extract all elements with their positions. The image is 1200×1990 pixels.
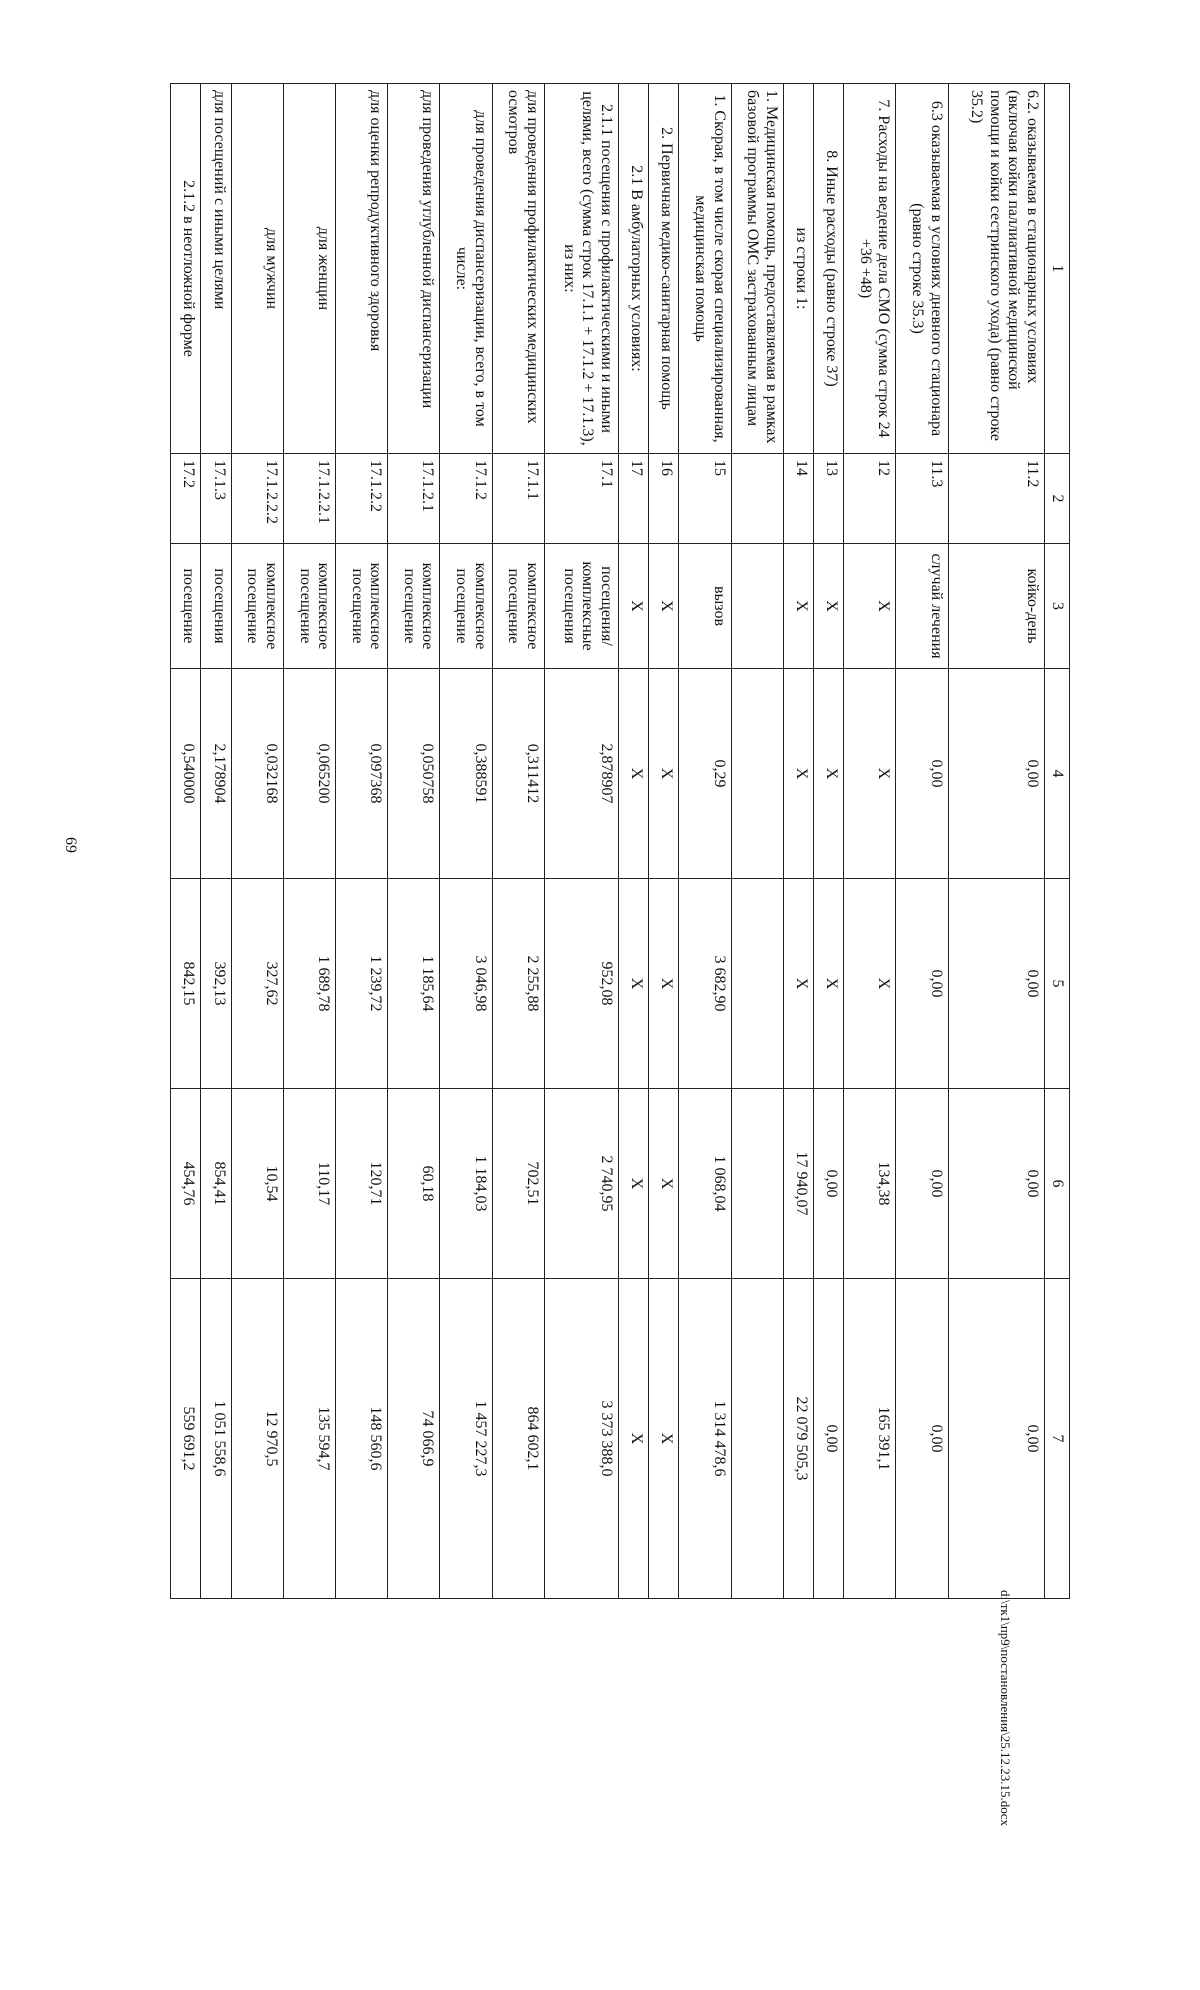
line-number-cell: 11.3 [896, 454, 948, 544]
volume-cell: Х [813, 669, 843, 879]
unit-cell: посещения/комплексные посещения [544, 544, 618, 669]
line-number-cell: 17.1.2 [440, 454, 492, 544]
volume-cell: 0,097368 [336, 669, 388, 879]
total-cell: 1 051 558,6 [201, 1279, 231, 1599]
total-cell: 165 391,1 [844, 1279, 896, 1599]
volume-cell: 0,032168 [231, 669, 283, 879]
per-capita-cell: Х [649, 1089, 679, 1279]
row-name-cell: 8. Иные расходы (равно строке 37) [813, 84, 843, 454]
total-cell: 3 373 388,0 [544, 1279, 618, 1599]
cost-cell: 3 046,98 [440, 879, 492, 1089]
volume-cell: 0,00 [948, 669, 1044, 879]
unit-cell: Х [649, 544, 679, 669]
cost-cell: Х [649, 879, 679, 1089]
total-cell: Х [649, 1279, 679, 1599]
total-cell: Х [618, 1279, 648, 1599]
line-number-cell: 17.1 [544, 454, 618, 544]
line-number-cell [731, 454, 783, 544]
row-name-cell: для проведения диспансеризации, всего, в том числе: [440, 84, 492, 454]
per-capita-cell: 134,38 [844, 1089, 896, 1279]
volume-cell: 2,178904 [201, 669, 231, 879]
cost-cell: 0,00 [896, 879, 948, 1089]
row-name-cell: для проведения профилактических медицинских осмотров [492, 84, 544, 454]
per-capita-cell: 110,17 [283, 1089, 335, 1279]
column-header: 7 [1044, 1279, 1069, 1599]
row-name-cell: для проведения углубленной диспансеризации [388, 84, 440, 454]
page-number: 69 [62, 837, 79, 853]
per-capita-cell: 1 184,03 [440, 1089, 492, 1279]
per-capita-cell: 120,71 [336, 1089, 388, 1279]
volume-cell [731, 669, 783, 879]
per-capita-cell: 60,18 [388, 1089, 440, 1279]
per-capita-cell: Х [618, 1089, 648, 1279]
per-capita-cell: 17 940,07 [783, 1089, 813, 1279]
cost-cell: 952,08 [544, 879, 618, 1089]
table-row [896, 84, 948, 1599]
table-row [679, 84, 731, 1599]
total-cell: 864 602,1 [492, 1279, 544, 1599]
row-name-cell: для женщин [283, 84, 335, 454]
cost-cell: 1 185,64 [388, 879, 440, 1089]
per-capita-cell: 0,00 [948, 1089, 1044, 1279]
column-header: 3 [1044, 544, 1069, 669]
volume-cell: 0,540000 [171, 669, 201, 879]
volume-cell: 0,065200 [283, 669, 335, 879]
cost-cell: Х [813, 879, 843, 1089]
per-capita-cell: 0,00 [896, 1089, 948, 1279]
total-cell: 1 457 227,3 [440, 1279, 492, 1599]
total-cell: 1 314 478,6 [679, 1279, 731, 1599]
per-capita-cell: 702,51 [492, 1089, 544, 1279]
line-number-cell: 12 [844, 454, 896, 544]
cost-cell: 0,00 [948, 879, 1044, 1089]
row-name-cell: для оценки репродуктивного здоровья [336, 84, 388, 454]
line-number-cell: 11.2 [948, 454, 1044, 544]
table-row [731, 84, 783, 1599]
per-capita-cell: 0,00 [813, 1089, 843, 1279]
column-header: 1 [1044, 84, 1069, 454]
table-row [492, 84, 544, 1599]
cost-cell: Х [783, 879, 813, 1089]
table-row [618, 84, 648, 1599]
total-cell: 0,00 [813, 1279, 843, 1599]
unit-cell: Х [844, 544, 896, 669]
unit-cell: Х [813, 544, 843, 669]
total-cell [731, 1279, 783, 1599]
cost-cell: 3 682,90 [679, 879, 731, 1089]
total-cell: 135 594,7 [283, 1279, 335, 1599]
volume-cell: 0,388591 [440, 669, 492, 879]
per-capita-cell: 854,41 [201, 1089, 231, 1279]
data-table-container [170, 83, 1070, 1598]
row-name-cell: 7. Расходы на ведение дела СМО (сумма строк 24 +36 +48) [844, 84, 896, 454]
row-name-cell: 6.2. оказываемая в стационарных условиях (включая койки паллиативной медицинской помощи и койки сестринского ухода) (равно строке 35.2) [948, 84, 1044, 454]
line-number-cell: 17.1.3 [201, 454, 231, 544]
line-number-cell: 17.1.2.2.1 [283, 454, 335, 544]
total-cell: 0,00 [896, 1279, 948, 1599]
unit-cell: комплексное посещение [283, 544, 335, 669]
data-table [170, 83, 1070, 1599]
line-number-cell: 17.1.1 [492, 454, 544, 544]
total-cell: 559 691,2 [171, 1279, 201, 1599]
line-number-cell: 17.1.2.1 [388, 454, 440, 544]
footer-file-path: d:\тк1\пр9\постановления\25.12.23.15.docx [998, 1590, 1013, 1827]
line-number-cell: 15 [679, 454, 731, 544]
unit-cell: койко-день [948, 544, 1044, 669]
table-row [283, 84, 335, 1599]
unit-cell: Х [783, 544, 813, 669]
per-capita-cell [731, 1089, 783, 1279]
column-header: 5 [1044, 879, 1069, 1089]
row-name-cell: 2.1.1 посещения с профилактическими и иными целями, всего (сумма строк 17.1.1 + 17.1.2 + 17.1.3), из них: [544, 84, 618, 454]
table-row [231, 84, 283, 1599]
unit-cell: случай лечения [896, 544, 948, 669]
total-cell: 148 560,6 [336, 1279, 388, 1599]
unit-cell: комплексное посещение [388, 544, 440, 669]
table-row [649, 84, 679, 1599]
row-name-cell: из строки 1: [783, 84, 813, 454]
total-cell: 74 066,9 [388, 1279, 440, 1599]
line-number-cell: 16 [649, 454, 679, 544]
row-name-cell: 2. Первичная медико-санитарная помощь [649, 84, 679, 454]
unit-cell: комплексное посещение [440, 544, 492, 669]
table-row [813, 84, 843, 1599]
line-number-cell: 17.2 [171, 454, 201, 544]
total-cell: 22 079 505,3 [783, 1279, 813, 1599]
line-number-cell: 17.1.2.2 [336, 454, 388, 544]
line-number-cell: 17.1.2.2.2 [231, 454, 283, 544]
per-capita-cell: 2 740,95 [544, 1089, 618, 1279]
row-name-cell: 1. Медицинская помощь, предоставляемая в рамках базовой программы ОМС застрахованным лицам [731, 84, 783, 454]
column-header: 2 [1044, 454, 1069, 544]
volume-cell: 0,050758 [388, 669, 440, 879]
table-row [440, 84, 492, 1599]
row-name-cell: 2.1.2 в неотложной форме [171, 84, 201, 454]
column-header: 4 [1044, 669, 1069, 879]
cost-cell: 842,15 [171, 879, 201, 1089]
unit-cell: Х [618, 544, 648, 669]
volume-cell: 0,311412 [492, 669, 544, 879]
cost-cell: 327,62 [231, 879, 283, 1089]
table-row [171, 84, 201, 1599]
cost-cell: Х [618, 879, 648, 1089]
line-number-cell: 17 [618, 454, 648, 544]
table-row [544, 84, 618, 1599]
cost-cell [731, 879, 783, 1089]
total-cell: 12 970,5 [231, 1279, 283, 1599]
line-number-cell: 14 [783, 454, 813, 544]
per-capita-cell: 10,54 [231, 1089, 283, 1279]
row-name-cell: 2.1 В амбулаторных условиях: [618, 84, 648, 454]
table-header-row [1044, 84, 1069, 1599]
volume-cell: Х [783, 669, 813, 879]
row-name-cell: для посещений с иными целями [201, 84, 231, 454]
table-row [388, 84, 440, 1599]
table-row [844, 84, 896, 1599]
table-row [948, 84, 1044, 1599]
unit-cell [731, 544, 783, 669]
unit-cell: комплексное посещение [231, 544, 283, 669]
unit-cell: вызов [679, 544, 731, 669]
per-capita-cell: 1 068,04 [679, 1089, 731, 1279]
cost-cell: 1 689,78 [283, 879, 335, 1089]
unit-cell: посещения [201, 544, 231, 669]
volume-cell: 0,29 [679, 669, 731, 879]
volume-cell: 0,00 [896, 669, 948, 879]
unit-cell: комплексное посещение [492, 544, 544, 669]
table-row [201, 84, 231, 1599]
volume-cell: Х [649, 669, 679, 879]
table-row [336, 84, 388, 1599]
row-name-cell: 6.3 оказываемая в условиях дневного стационара (равно строке 35.3) [896, 84, 948, 454]
volume-cell: Х [844, 669, 896, 879]
cost-cell: 2 255,88 [492, 879, 544, 1089]
unit-cell: комплексное посещение [336, 544, 388, 669]
cost-cell: Х [844, 879, 896, 1089]
table-row [783, 84, 813, 1599]
row-name-cell: для мужчин [231, 84, 283, 454]
unit-cell: посещение [171, 544, 201, 669]
volume-cell: Х [618, 669, 648, 879]
column-header: 6 [1044, 1089, 1069, 1279]
volume-cell: 2,878907 [544, 669, 618, 879]
row-name-cell: 1. Скорая, в том числе скорая специализированная, медицинская помощь [679, 84, 731, 454]
total-cell: 0,00 [948, 1279, 1044, 1599]
cost-cell: 1 239,72 [336, 879, 388, 1089]
line-number-cell: 13 [813, 454, 843, 544]
cost-cell: 392,13 [201, 879, 231, 1089]
per-capita-cell: 454,76 [171, 1089, 201, 1279]
